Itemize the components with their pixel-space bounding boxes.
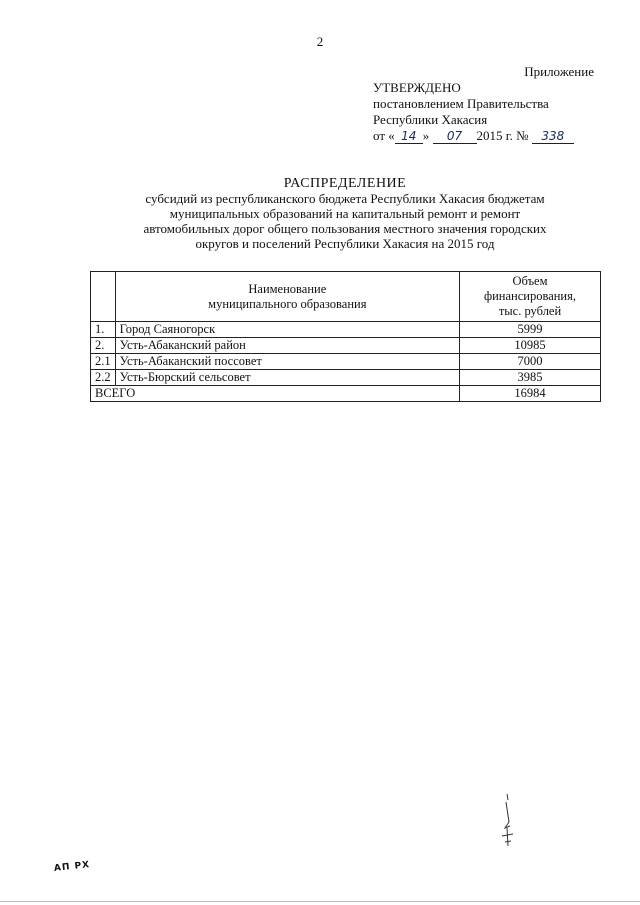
document-title: РАСПРЕДЕЛЕНИЕ [283,176,407,191]
page-bottom-edge [0,901,640,902]
date-day-close: » [422,128,430,143]
approval-day: 14 [395,129,423,144]
table-row [91,370,601,386]
approval-year: 2015 г. [476,128,513,143]
table-total-row [91,386,601,402]
header-name-cell [115,272,459,322]
row-name: Усть-Абаканский поссовет [115,354,459,370]
table-row [91,354,601,370]
title-line-3: автомобильных дорог общего пользования местного значения городских [143,221,547,236]
approval-date-line [373,128,574,144]
header-amount-line-3: тыс. рублей [498,304,562,318]
header-number-cell [91,272,116,322]
row-number: 2.2 [91,370,116,386]
signature-mark [493,792,523,852]
approved-authority-line: Республики Хакасия [373,112,488,127]
total-label: ВСЕГО [91,386,460,402]
table-row [91,322,601,338]
subsidy-allocation-table [90,271,601,402]
table-row [91,338,601,354]
header-name-line-2: муниципального образования [208,296,367,311]
header-amount-line-1: Объем [512,274,548,288]
approved-heading: УТВЕРЖДЕНО [373,80,461,95]
row-number: 1. [91,322,116,338]
agency-stamp: АП РХ [53,860,91,874]
row-name: Город Саяногорск [115,322,459,338]
number-label: № [516,128,529,143]
table-header-row [91,272,601,322]
row-amount: 5999 [460,322,601,338]
appendix-label: Приложение [524,64,594,79]
row-number: 2. [91,338,116,354]
approval-number: 338 [532,129,574,144]
title-line-1: субсидий из республиканского бюджета Республики Хакасия бюджетам [145,191,545,206]
title-line-4: округов и поселений Республики Хакасия на 2015 год [195,236,495,251]
approved-by-line: постановлением Правительства [373,96,549,111]
document-title-block [100,176,590,251]
row-amount: 10985 [460,338,601,354]
date-prefix: от « [373,128,395,143]
page-number: 2 [316,34,324,49]
approval-block [373,80,574,144]
row-amount: 3985 [460,370,601,386]
row-name: Усть-Бюрский сельсовет [115,370,459,386]
header-name-line-1: Наименование [248,281,327,296]
header-amount-line-2: финансирования, [484,289,576,303]
title-line-2: муниципальных образований на капитальный ремонт и ремонт [169,206,521,221]
approval-month: 07 [433,129,477,144]
header-amount-cell [460,272,601,322]
total-amount: 16984 [460,386,601,402]
row-name: Усть-Абаканский район [115,338,459,354]
row-number: 2.1 [91,354,116,370]
row-amount: 7000 [460,354,601,370]
